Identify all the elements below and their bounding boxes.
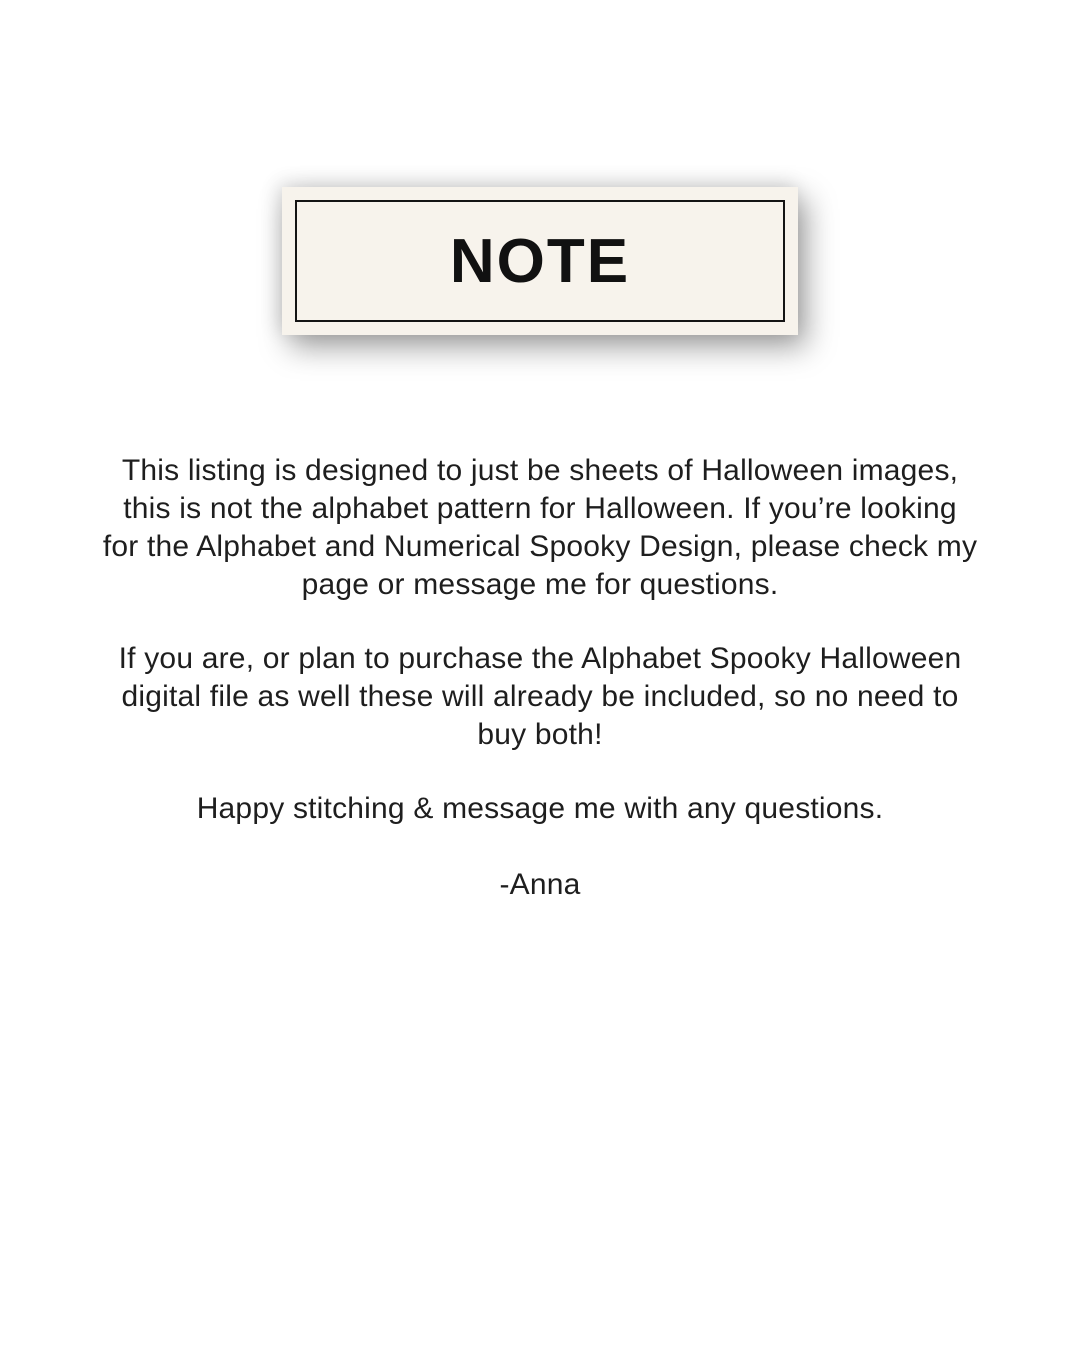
paragraph-closing [50, 790, 1030, 828]
paragraph-listing-disclaimer [50, 452, 1030, 604]
text-line: page or message me for questions. [301, 568, 779, 601]
text-line: buy both! [477, 718, 603, 751]
note-box [282, 187, 798, 335]
text-line: this is not the alphabet pattern for Halloween. If you’re looking [123, 492, 957, 525]
text-line: Happy stitching & message me with any questions. [196, 792, 884, 825]
text-line: digital file as well these will already be included, so no need to [121, 680, 959, 713]
note-title: NOTE [449, 227, 631, 296]
paragraph-purchase-note [50, 640, 1030, 754]
text-line: If you are, or plan to purchase the Alphabet Spooky Halloween [118, 642, 962, 675]
body-text [50, 452, 1030, 904]
signature: -Anna [499, 868, 581, 901]
text-line: for the Alphabet and Numerical Spooky Design, please check my [102, 530, 978, 563]
note-box-inner-border [295, 200, 785, 322]
text-line: This listing is designed to just be sheets of Halloween images, [121, 454, 959, 487]
